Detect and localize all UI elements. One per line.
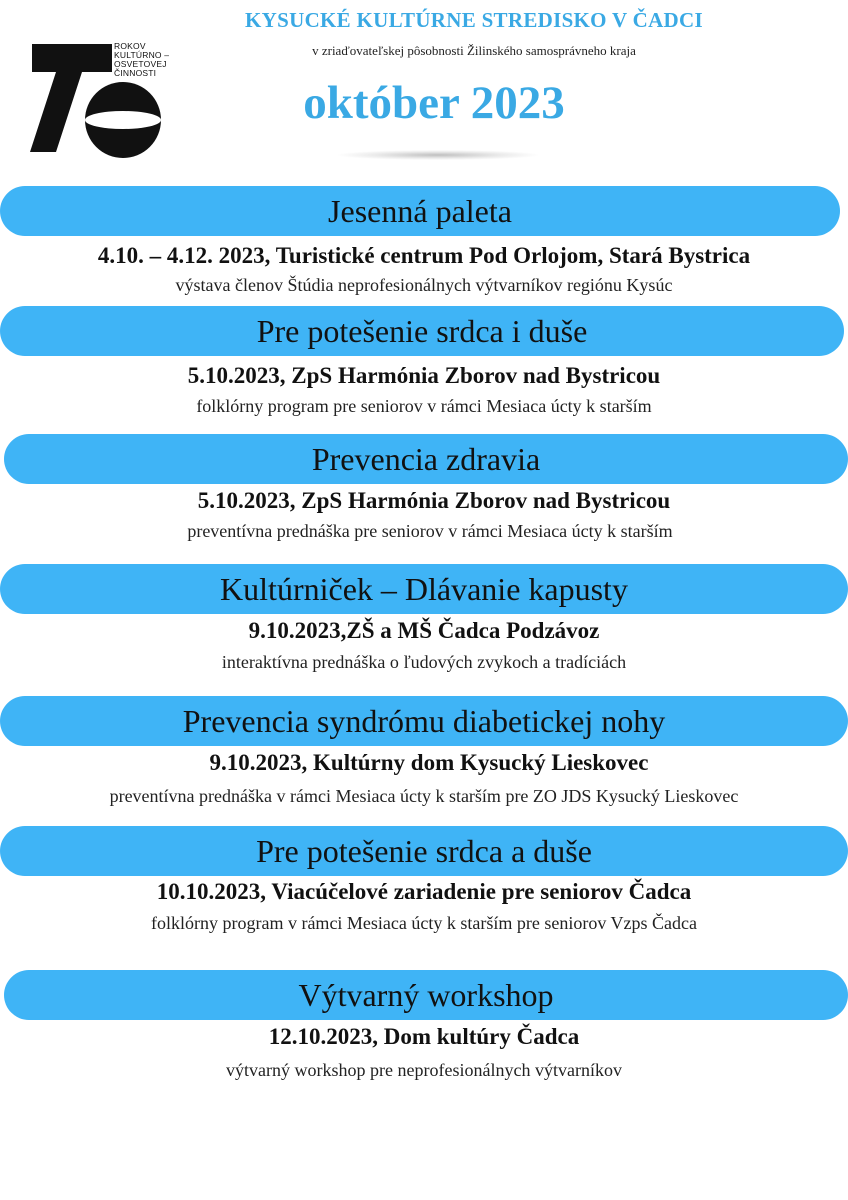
logo-text-line: OSVETOVEJ <box>114 59 167 69</box>
logo-text-line: ČINNOSTI <box>114 68 157 78</box>
event-description: výtvarný workshop pre neprofesionálnych výtvarníkov <box>226 1060 622 1080</box>
event-title-bar <box>0 564 848 614</box>
event-description: folklórny program v rámci Mesiaca úcty k starším pre seniorov Vzps Čadca <box>150 913 697 933</box>
event-description: preventívna prednáška v rámci Mesiaca úcty k starším pre ZO JDS Kysucký Lieskovec <box>109 786 739 806</box>
header-divider <box>338 150 538 160</box>
event-description: výstava členov Štúdia neprofesionálnych výtvarníkov regiónu Kysúc <box>175 275 673 295</box>
event-title-bar <box>0 186 840 236</box>
event-details: 9.10.2023, Kultúrny dom Kysucký Lieskovec <box>209 750 649 775</box>
event-description: preventívna prednáška pre seniorov v rámci Mesiaca úcty k starším <box>187 521 673 541</box>
event-title-bar <box>4 970 848 1020</box>
event-title-bar <box>0 826 848 876</box>
event-details: 9.10.2023,ZŠ a MŠ Čadca Podzávoz <box>248 618 600 643</box>
event-details: 10.10.2023, Viacúčelové zariadenie pre seniorov Čadca <box>156 879 692 904</box>
event-title: Výtvarný workshop <box>298 976 554 1013</box>
organization-subtitle: v zriaďovateľskej pôsobnosti Žilinského samosprávneho kraja <box>312 43 636 58</box>
event-description: folklórny program pre seniorov v rámci Mesiaca úcty k starším <box>196 396 652 416</box>
event-title-bar <box>4 434 848 484</box>
event-details: 4.10. – 4.12. 2023, Turistické centrum Pod Orlojom, Stará Bystrica <box>97 243 751 268</box>
event-details: 5.10.2023, ZpS Harmónia Zborov nad Bystricou <box>187 363 661 388</box>
event-title: Jesenná paleta <box>328 192 512 229</box>
event-title: Prevencia zdravia <box>311 440 541 477</box>
event-details: 12.10.2023, Dom kultúry Čadca <box>268 1024 580 1049</box>
logo-text-line: ROKOV <box>114 41 146 51</box>
event-description: interaktívna prednáška o ľudových zvykoch a tradíciách <box>221 652 627 672</box>
month-heading: október 2023 <box>303 77 565 129</box>
event-details: 5.10.2023, ZpS Harmónia Zborov nad Bystricou <box>197 488 671 513</box>
event-title: Pre potešenie srdca i duše <box>256 312 588 349</box>
event-title: Prevencia syndrómu diabetickej nohy <box>182 702 666 739</box>
event-title-bar <box>0 306 844 356</box>
logo-text-line: KULTÚRNO – <box>114 50 170 60</box>
event-title: Pre potešenie srdca a duše <box>256 832 592 869</box>
organization-title: KYSUCKÉ KULTÚRNE STREDISKO V ČADCI <box>245 8 703 32</box>
event-title-bar <box>0 696 848 746</box>
event-title: Kultúrniček – Dlávanie kapusty <box>220 570 628 607</box>
